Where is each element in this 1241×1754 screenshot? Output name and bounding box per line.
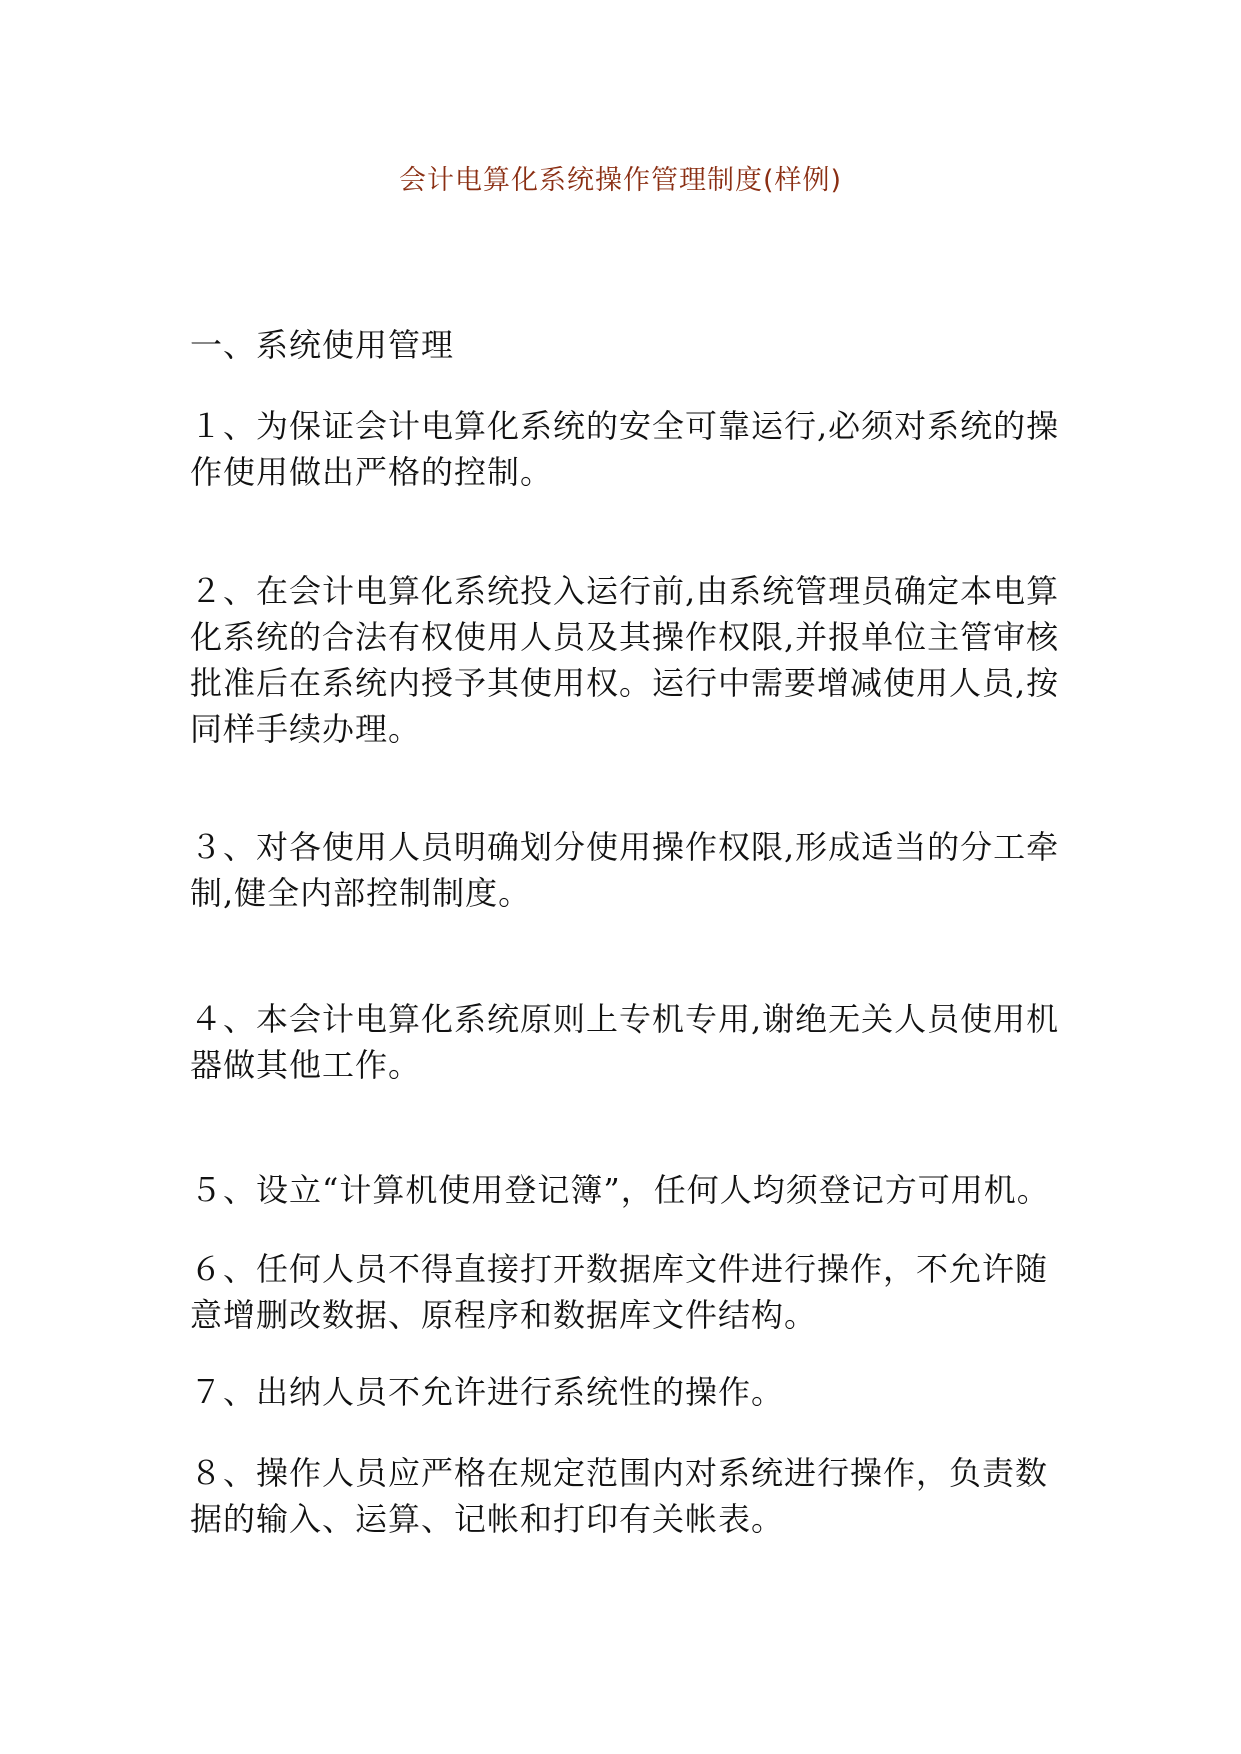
paragraph-4: ４、本会计电算化系统原则上专机专用,谢绝无关人员使用机器做其他工作。 bbox=[190, 1000, 1060, 1084]
section-heading: 一、系统使用管理 bbox=[190, 326, 455, 364]
paragraph-1: １、为保证会计电算化系统的安全可靠运行,必须对系统的操作使用做出严格的控制。 bbox=[190, 407, 1060, 491]
paragraph-2: ２、在会计电算化系统投入运行前,由系统管理员确定本电算化系统的合法有权使用人员及其操作权限,并报单位主管审核批准后在系统内授予其使用权。运行中需要增减使用人员,按同样手续办理。 bbox=[190, 572, 1060, 748]
paragraph-7: ７、出纳人员不允许进行系统性的操作。 bbox=[190, 1373, 785, 1411]
paragraph-5: ５、设立“计算机使用登记簿”，任何人均须登记方可用机。 bbox=[190, 1171, 1050, 1209]
paragraph-6: ６、任何人员不得直接打开数据库文件进行操作，不允许随意增删改数据、原程序和数据库文件结构。 bbox=[190, 1250, 1049, 1334]
paragraph-8: ８、操作人员应严格在规定范围内对系统进行操作，负责数据的输入、运算、记帐和打印有关帐表。 bbox=[190, 1454, 1049, 1538]
paragraph-3: ３、对各使用人员明确划分使用操作权限,形成适当的分工牵制,健全内部控制制度。 bbox=[190, 828, 1060, 912]
document-title: 会计电算化系统操作管理制度(样例) bbox=[398, 165, 843, 196]
